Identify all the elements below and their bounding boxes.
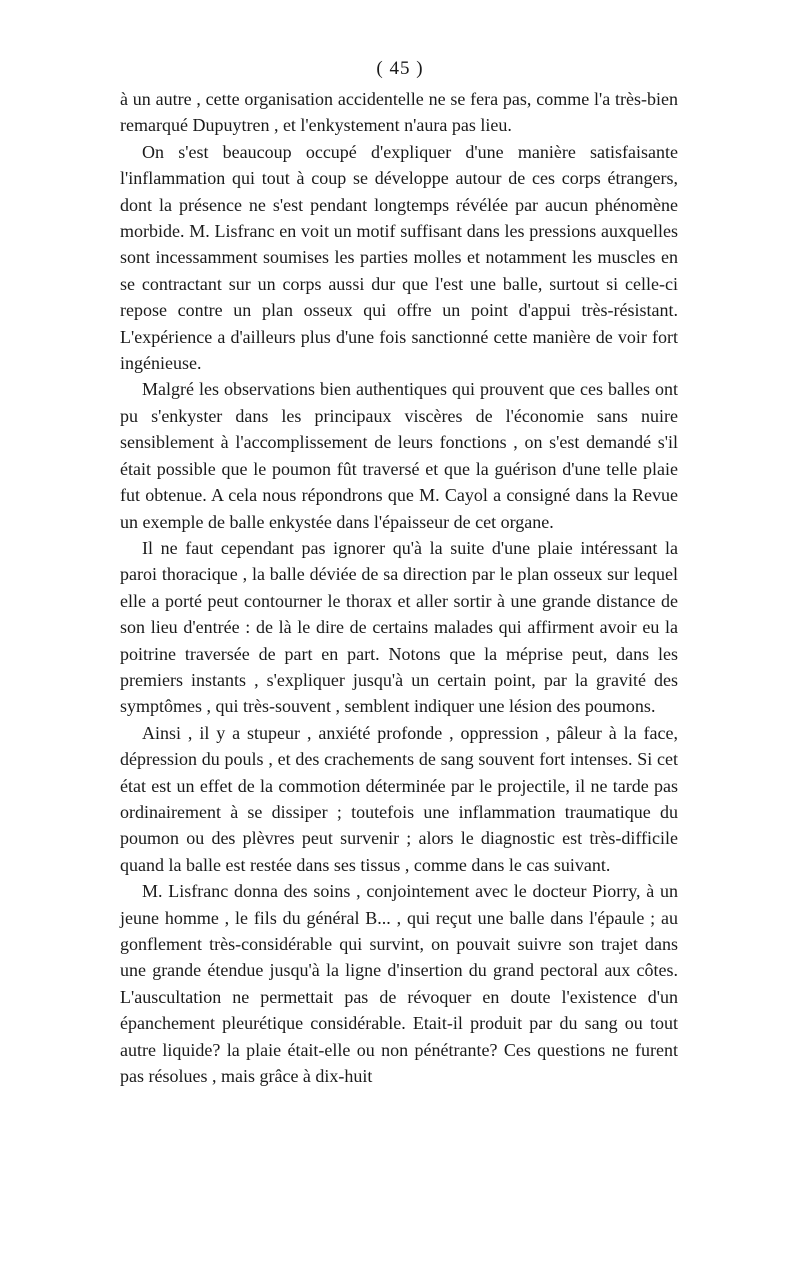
paragraph-thoracic-wound: Il ne faut cependant pas ignorer qu'à la suite d'une plaie intéressant la paroi thoracique , la balle déviée de sa direction par le plan osseux sur lequel elle a porté peut contourner le thorax et aller sortir à une grande distance de son lieu d'entrée : de là le dire de certains malades qui affirment avoir eu la poitrine traversée de part en part. Notons que la méprise peut, dans les premiers instants , s'expliquer jusqu'à un certain point, par la gravité des symptômes , qui très-souvent , semblent indiquer une lésion des poumons. bbox=[120, 537, 678, 717]
paragraph-symptoms: Ainsi , il y a stupeur , anxiété profonde , oppression , pâleur à la face, dépression du pouls , et des crachements de sang souvent fort intenses. Si cet état est un effet de la commotion déterminée par le projectile, il ne tarde pas ordinairement à se dissiper ; toutefois une inflammation traumatique du poumon ou des plèvres peut survenir ; alors le diagnostic est très-difficile quand la balle est restée dans ses tissus , comme dans le cas suivant. bbox=[120, 722, 678, 875]
paragraph-inflammation: On s'est beaucoup occupé d'expliquer d'une manière satisfaisante l'inflammation qui tout à coup se développe autour de ces corps étrangers, dont la présence ne s'est pendant longtemps révélée par aucun phénomène morbide. M. Lisfranc en voit un motif suffisant dans les pressions auxquelles sont incessamment soumises les parties molles et notamment les muscles en se contractant sur un corps aussi dur que l'est une balle, surtout si celle-ci repose contre un plan osseux qui offre un point d'appui très-résistant. L'expérience a d'ailleurs plus d'une fois sanctionné cette manière de voir fort ingénieuse. bbox=[120, 141, 678, 374]
page-number: ( 45 ) bbox=[376, 58, 424, 79]
paragraph-case: M. Lisfranc donna des soins , conjointement avec le docteur Piorry, à un jeune homme , le fils du général B... , qui reçut une balle dans l'épaule ; au gonflement très-considérable qui survint, on pouvait suivre son trajet dans une grande étendue jusqu'à la ligne d'insertion du grand pectoral aux côtes. L'auscultation ne permettait pas de révoquer en doute l'existence d'un épanchement pleurétique considérable. Etait-il produit par du sang ou tout autre liquide? la plaie était-elle ou non pénétrante? Ces questions ne furent pas résolues , mais grâce à dix-huit bbox=[120, 881, 678, 1087]
paragraph-continuation: à un autre , cette organisation accidentelle ne se fera pas, comme l'a très-bien remarqué Dupuytren , et l'enkystement n'aura pas lieu. bbox=[120, 89, 678, 136]
paragraph-observations: Malgré les observations bien authentiques qui prouvent que ces balles ont pu s'enkyster dans les principaux viscères de l'économie sans nuire sensiblement à l'accomplissement de leurs fonctions , on s'est demandé s'il était possible que le poumon fût traversé et que la guérison d'une telle plaie fut obtenue. A cela nous répondrons que M. Cayol a consigné dans la Revue un exemple de balle enkystée dans l'épaisseur de cet organe. bbox=[120, 379, 678, 532]
body-text bbox=[120, 86, 678, 1089]
